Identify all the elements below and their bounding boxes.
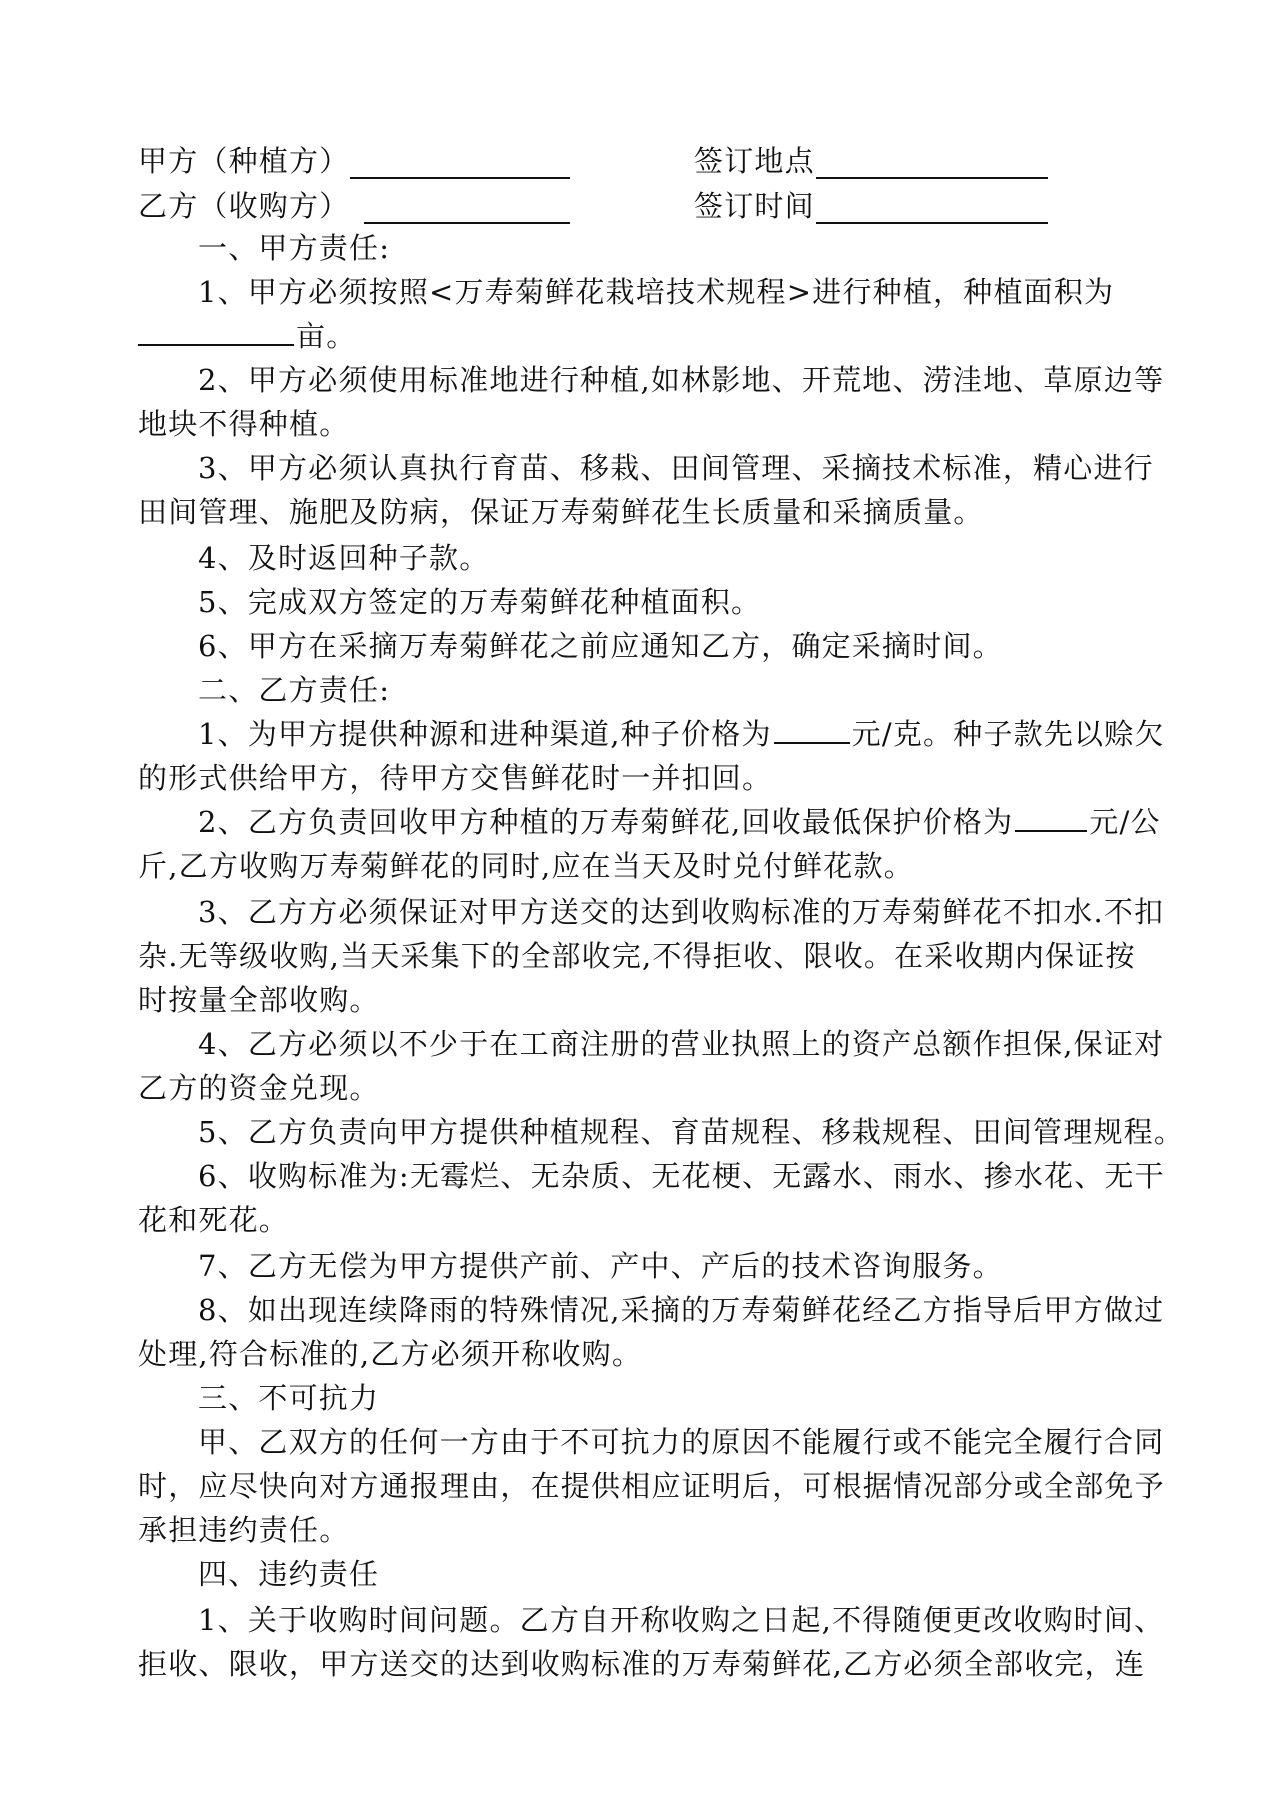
s1-item1-line1: 1、甲方必须按照<万寿菊鲜花栽培技术规程>进行种植，种植面积为 (198, 275, 1115, 309)
party-a-row (0, 137, 1280, 185)
s2-item5: 5、乙方负责向甲方提供种植规程、育苗规程、移栽规程、田间管理规程。 (198, 1115, 1185, 1149)
s2-item1-text-a: 1、为甲方提供种源和进种渠道,种子价格为 (198, 717, 772, 751)
s4-item1-line1: 1、关于收购时间问题。乙方自开称收购之日起,不得随便更改收购时间、 (198, 1603, 1165, 1637)
mu-unit: 亩。 (296, 319, 357, 353)
s1-item1-line2 (138, 312, 1138, 360)
section-2-title: 二、乙方责任: (198, 673, 391, 707)
s2-item4-line1: 4、乙方必须以不少于在工商注册的营业执照上的资产总额作担保,保证对 (198, 1027, 1165, 1061)
sign-place-label: 签订地点 (694, 144, 815, 178)
planting-area-blank[interactable] (138, 314, 294, 346)
party-b-blank[interactable] (364, 192, 570, 224)
s4-item1-line2: 拒收、限收，甲方送交的达到收购标准的万寿菊鲜花,乙方必须全部收完，连 (138, 1647, 1146, 1681)
s2-item2-text-b: 元/公 (1089, 805, 1161, 839)
s2-item7: 7、乙方无偿为甲方提供产前、产中、产后的技术咨询服务。 (198, 1249, 1003, 1283)
s2-item3-line1: 3、乙方方必须保证对甲方送交的达到收购标准的万寿菊鲜花不扣水.不扣 (198, 895, 1165, 929)
s2-item8-line2: 处理,符合标准的,乙方必须开称收购。 (138, 1337, 643, 1371)
s2-item4-line2: 乙方的资金兑现。 (138, 1071, 380, 1105)
sign-time-label: 签订时间 (694, 189, 815, 223)
party-b-label: 乙方（收购方） (138, 189, 350, 223)
sign-time-blank[interactable] (816, 192, 1048, 224)
s2-item8-line1: 8、如出现连续降雨的特殊情况,采摘的万寿菊鲜花经乙方指导后甲方做过 (198, 1293, 1165, 1327)
party-b-row (0, 182, 1280, 230)
s2-item6-line2: 花和死花。 (138, 1203, 290, 1237)
s2-item2-text-a: 2、乙方负责回收甲方种植的万寿菊鲜花,回收最低保护价格为 (198, 805, 1014, 839)
s1-item3-line1: 3、甲方必须认真执行育苗、移栽、田间管理、采摘技术标准，精心进行 (198, 451, 1154, 485)
s1-item6: 6、甲方在采摘万寿菊鲜花之前应通知乙方，确定采摘时间。 (198, 629, 1003, 663)
s1-item2-line1: 2、甲方必须使用标准地进行种植,如林影地、开荒地、涝洼地、草原边等 (198, 363, 1165, 397)
min-price-blank[interactable] (1015, 800, 1087, 832)
s2-item3-line2: 杂.无等级收购,当天采集下的全部收完,不得拒收、限收。在采收期内保证按 (138, 939, 1136, 973)
section-4-title: 四、违约责任 (198, 1557, 380, 1591)
s2-item1-line1 (198, 710, 1165, 758)
s3-para-line2: 时，应尽快向对方通报理由，在提供相应证明后，可根据情况部分或全部免予 (138, 1469, 1165, 1503)
s3-para-line1: 甲、乙双方的任何一方由于不可抗力的原因不能履行或不能完全履行合同 (198, 1425, 1165, 1459)
section-3-title: 三、不可抗力 (198, 1381, 380, 1415)
s3-para-line3: 承担违约责任。 (138, 1513, 350, 1547)
s2-item1-line2: 的形式供给甲方，待甲方交售鲜花时一并扣回。 (138, 761, 773, 795)
s2-item3-line3: 时按量全部收购。 (138, 983, 380, 1017)
party-a-label: 甲方（种植方） (138, 144, 350, 178)
seed-price-blank[interactable] (774, 712, 850, 744)
section-1-title: 一、甲方责任: (198, 231, 391, 265)
party-a-blank[interactable] (350, 147, 570, 179)
s1-item2-line2: 地块不得种植。 (138, 407, 350, 441)
s2-item6-line1: 6、收购标准为:无霉烂、无杂质、无花梗、无露水、雨水、掺水花、无干 (198, 1159, 1165, 1193)
s1-item4: 4、及时返回种子款。 (198, 541, 490, 575)
s2-item1-text-b: 元/克。种子款先以赊欠 (851, 717, 1165, 751)
s1-item5: 5、完成双方签定的万寿菊鲜花种植面积。 (198, 585, 762, 619)
s2-item2-line1 (198, 798, 1161, 846)
s1-item3-line2: 田间管理、施肥及防病，保证万寿菊鲜花生长质量和采摘质量。 (138, 495, 984, 529)
s2-item2-line2: 斤,乙方收购万寿菊鲜花的同时,应在当天及时兑付鲜花款。 (138, 849, 914, 883)
sign-place-blank[interactable] (816, 147, 1048, 179)
